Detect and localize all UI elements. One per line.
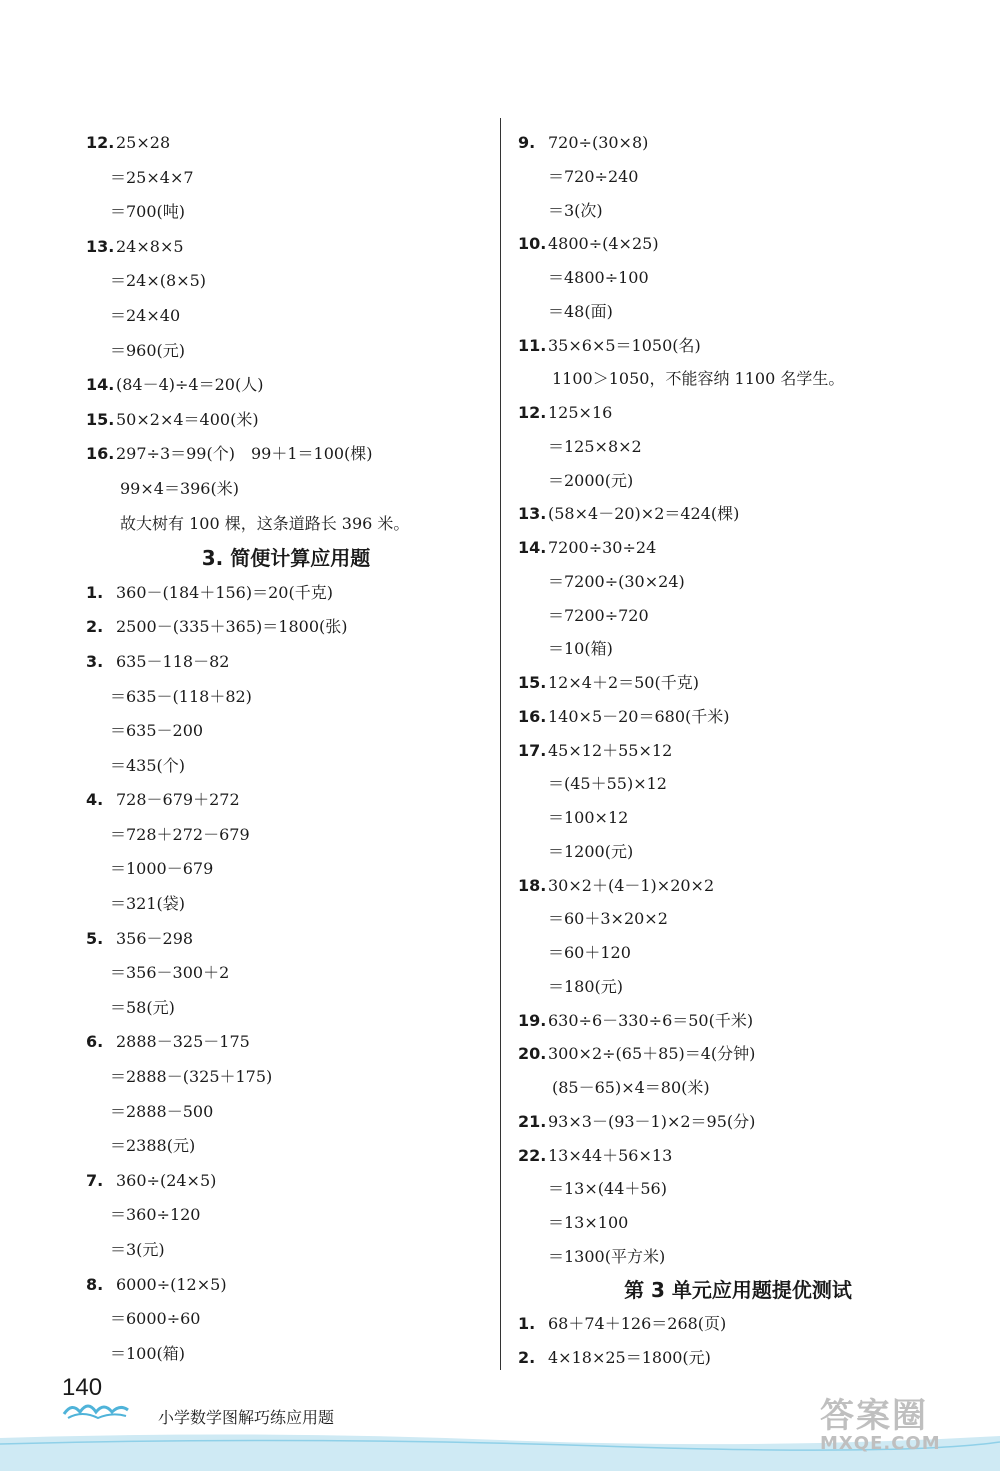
answer-text: 2500－(335＋365)＝1800(张) [116,617,348,637]
answer-text: 7200÷30÷24 [548,538,657,557]
question-number: 3. [86,651,104,671]
answer-text: 360÷(24×5) [116,1170,217,1190]
question-number: 14. [518,538,547,557]
answer-text: ＝321(袋) [110,894,186,914]
answer-line [518,362,958,396]
answer-text: ＝180(元) [548,976,624,996]
question-number: 9. [518,133,536,152]
answer-line [86,714,486,749]
answer-text: ＝125×8×2 [548,436,642,456]
answer-text: 99×4＝396(米) [120,478,239,498]
answer-line [86,818,486,853]
answer-text: ＝10(箱) [548,639,613,659]
answer-text: ＝2000(元) [548,470,634,490]
answer-text: 45×12＋55×12 [548,740,673,760]
answer-line [86,887,486,922]
question-number: 15. [518,673,547,692]
answer-text: ＝2388(元) [110,1136,196,1156]
answer-line [518,1206,958,1240]
answer-text: 140×5－20＝680(千米) [548,706,730,726]
answer-line [518,430,958,464]
answer-line [86,195,486,230]
answer-line [518,1172,958,1206]
answer-line [518,126,958,160]
answer-line [518,497,958,531]
answer-text: ＝60＋3×20×2 [548,909,668,929]
answer-text: 4×18×25＝1800(元) [548,1348,711,1367]
answer-line [518,194,958,228]
section-heading [86,541,486,576]
answer-line [518,1341,958,1375]
answer-line [86,1268,486,1303]
question-number: 7. [86,1170,104,1190]
answer-text: ＝4800÷100 [548,268,649,287]
answer-line [86,437,486,472]
answer-line [518,1037,958,1071]
question-number: 2. [86,617,104,637]
answer-line [86,610,486,645]
answer-line [86,472,486,507]
left-column [86,126,486,1371]
watermark-top: 答案圈 [820,1396,928,1436]
answer-text: ＝100(箱) [110,1343,186,1363]
answer-text: ＝1200(元) [548,841,634,861]
question-number: 17. [518,740,547,760]
answer-text: ＝(45＋55)×12 [548,774,667,794]
answer-line [86,368,486,403]
answer-text: 30×2＋(4－1)×20×2 [548,875,715,895]
answer-line [518,1105,958,1139]
right-column [518,126,958,1375]
question-number: 12. [518,403,547,422]
answer-text: ＝13×(44＋56) [548,1179,667,1199]
answer-text: 630÷6－330÷6＝50(千米) [548,1010,754,1030]
answer-line [518,734,958,768]
answer-text: 68＋74＋126＝268(页) [548,1314,727,1334]
answer-text: 720÷(30×8) [548,133,649,152]
answer-text: (84－4)÷4＝20(人) [116,375,264,395]
answer-text: 故大树有 100 棵，这条道路长 396 米。 [120,513,410,533]
answer-line [518,531,958,565]
answer-line [86,507,486,542]
answer-text: ＝700(吨) [110,202,186,222]
question-number: 14. [86,375,115,395]
answer-text: ＝60＋120 [548,943,631,962]
question-number: 12. [86,133,115,152]
page-number: 140 [62,1374,103,1401]
answer-line [518,835,958,869]
answer-text: ＝24×(8×5) [110,271,207,291]
answer-text: 300×2÷(65＋85)＝4(分钟) [548,1044,756,1064]
question-number: 8. [86,1274,104,1294]
question-number: 16. [518,706,547,726]
answer-line [518,902,958,936]
question-number: 6. [86,1032,104,1052]
answer-line [518,160,958,194]
answer-text: 4800÷(4×25) [548,234,659,254]
answer-line [518,767,958,801]
question-number: 5. [86,928,104,948]
answer-text: ＝100×12 [548,808,629,827]
answer-text: 13×44＋56×13 [548,1145,673,1165]
column-divider [500,118,501,1370]
answer-line [518,632,958,666]
answer-text: 12×4＋2＝50(千克) [548,673,699,692]
answer-text: 125×16 [548,403,613,422]
answer-text: (85－65)×4＝80(米) [552,1078,710,1097]
question-number: 11. [518,335,547,355]
question-number: 19. [518,1010,547,1030]
question-number: 15. [86,409,115,429]
question-number: 21. [518,1111,547,1131]
answer-text: 35×6×5＝1050(名) [548,335,701,355]
question-number: 2. [518,1348,536,1367]
answer-text: ＝960(元) [110,340,186,360]
answer-text: 360－(184＋156)＝20(千克) [116,582,333,602]
answer-line [86,126,486,161]
answer-text: ＝1000－679 [110,859,214,879]
answer-line [86,645,486,680]
answer-text: 297÷3＝99(个) 99＋1＝100(棵) [116,444,373,464]
answer-line [86,161,486,196]
answer-line [86,1337,486,1372]
answer-line [86,1095,486,1130]
answer-text: 6000÷(12×5) [116,1274,227,1294]
answer-line [518,801,958,835]
answer-text: ＝6000÷60 [110,1309,201,1329]
answer-text: 第 3 单元应用题提优测试 [624,1277,852,1302]
answer-text: ＝3(次) [548,200,603,220]
answer-line [518,700,958,734]
answer-text: ＝58(元) [110,997,175,1017]
answer-text: 24×8×5 [116,236,184,256]
book-title: 小学数学图解巧练应用题 [158,1408,335,1427]
answer-text: (58×4－20)×2＝424(棵) [548,504,740,524]
question-number: 18. [518,875,547,895]
answer-text: ＝24×40 [110,305,181,325]
question-number: 13. [86,236,115,256]
answer-text: ＝635－(118＋82) [110,686,252,706]
answer-text: 356－298 [116,928,194,948]
answer-text: ＝2888－500 [110,1101,214,1121]
answer-line [518,1139,958,1173]
answer-line [518,869,958,903]
answer-line [86,1060,486,1095]
question-number: 16. [86,444,115,464]
answer-text: 635－118－82 [116,651,230,671]
question-number: 10. [518,234,547,254]
answer-text: 1100＞1050，不能容纳 1100 名学生。 [552,369,845,389]
answer-line [86,334,486,369]
answer-line [518,396,958,430]
answer-line [518,464,958,498]
answer-text: 3. 简便计算应用题 [201,546,371,571]
watermark-bottom: MXQE.COM [820,1433,941,1454]
answer-line [86,1025,486,1060]
answer-line [518,227,958,261]
answer-text: ＝7200÷(30×24) [548,571,685,591]
section-heading [518,1274,958,1308]
answer-line [518,599,958,633]
answer-text: ＝435(个) [110,755,186,775]
answer-text: 2888－325－175 [116,1032,250,1052]
answer-line [86,956,486,991]
answer-text: 93×3－(93－1)×2＝95(分) [548,1111,756,1131]
answer-line [86,1302,486,1337]
answer-text: ＝360÷120 [110,1205,201,1225]
answer-text: ＝7200÷720 [548,605,649,625]
question-number: 4. [86,790,104,810]
answer-text: ＝720÷240 [548,166,639,186]
answer-line [86,576,486,611]
answer-line [86,852,486,887]
answer-line [518,295,958,329]
answer-line [518,666,958,700]
answer-line [86,230,486,265]
answer-line [86,749,486,784]
answer-line [86,1198,486,1233]
answer-line [86,264,486,299]
answer-line [86,403,486,438]
answer-line [86,991,486,1026]
answer-line [518,1071,958,1105]
answer-text: 728－679＋272 [116,790,240,810]
question-number: 1. [518,1314,536,1334]
answer-line [518,1004,958,1038]
answer-line [518,936,958,970]
answer-line [518,565,958,599]
question-number: 13. [518,504,547,524]
question-number: 20. [518,1044,547,1064]
answer-text: ＝1300(平方米) [548,1246,666,1266]
answer-line [518,1307,958,1341]
question-number: 1. [86,582,104,602]
answer-line [518,1240,958,1274]
answer-line [518,970,958,1004]
answer-text: ＝728＋272－679 [110,824,250,844]
answer-text: ＝2888－(325＋175) [110,1067,273,1087]
answer-line [86,783,486,818]
question-number: 22. [518,1145,547,1165]
answer-text: 25×28 [116,133,171,152]
answer-text: 50×2×4＝400(米) [116,409,259,429]
answer-text: ＝48(面) [548,301,613,321]
answer-text: ＝13×100 [548,1213,629,1232]
answer-line [86,299,486,334]
answer-text: ＝3(元) [110,1240,165,1259]
answer-text: ＝356－300＋2 [110,963,230,983]
answer-line [518,261,958,295]
answer-line [86,1164,486,1199]
answer-text: ＝635－200 [110,721,204,741]
answer-line [518,329,958,363]
answer-line [86,680,486,715]
answer-text: ＝25×4×7 [110,167,194,187]
answer-line [86,1129,486,1164]
answer-line [86,922,486,957]
answer-line [86,1233,486,1268]
watermark [820,1388,941,1454]
